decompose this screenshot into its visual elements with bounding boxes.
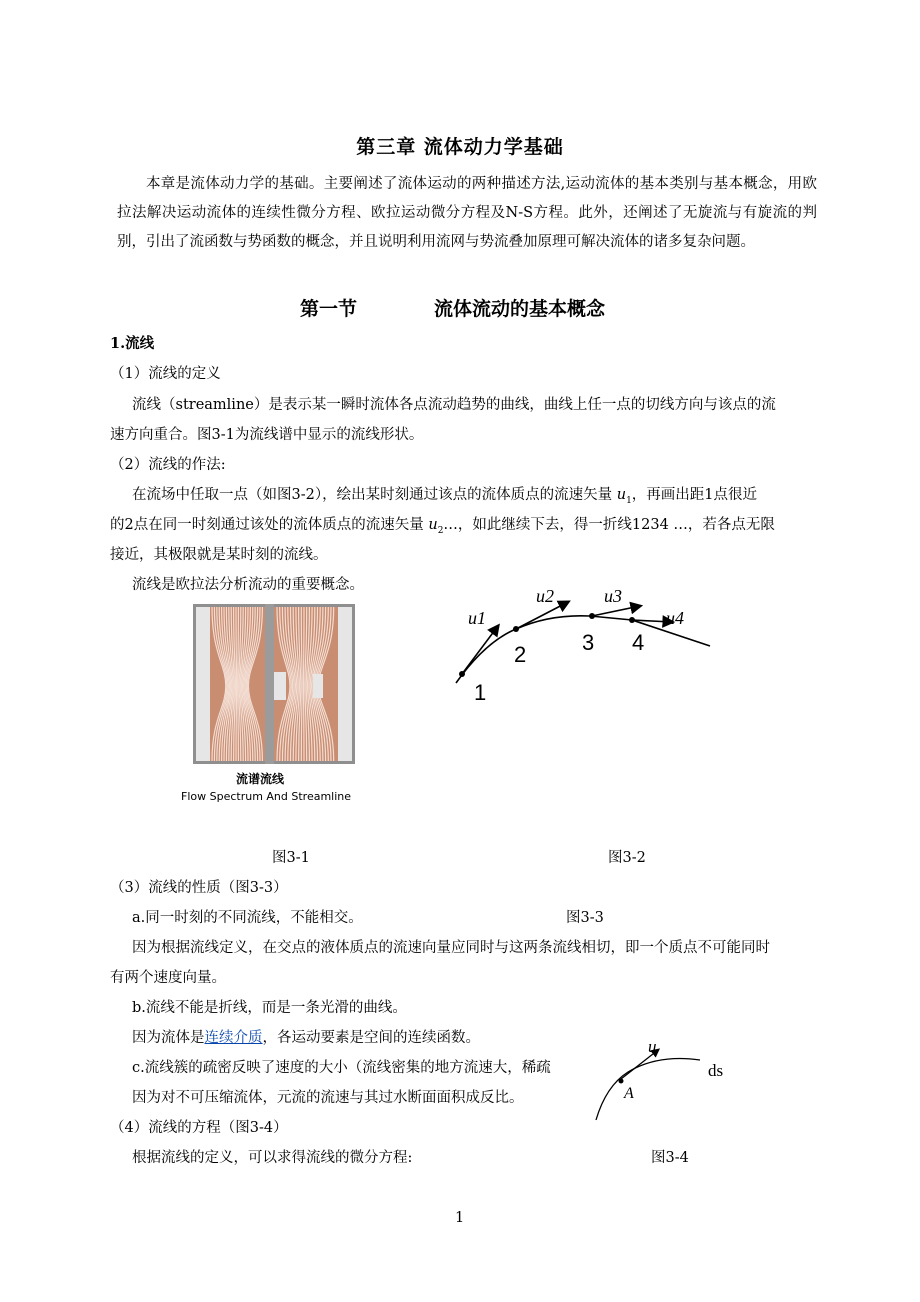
figure-3-2-label: 图3-2 (608, 850, 646, 866)
property-c: c.流线簇的疏密反映了速度的大小（流线密集的地方流速大，稀疏 (132, 1060, 551, 1076)
subsection-heading: 1.流线 (110, 335, 155, 352)
flow-spectrum-image (193, 604, 355, 764)
streamline-equation-diagram (588, 1036, 738, 1126)
property-b-reason: 因为流体是连续介质，各运动要素是空间的连续函数。 (132, 1030, 480, 1046)
right-channel-streamline (304, 607, 305, 761)
section-number: 第一节 (300, 298, 358, 320)
point-label-2: 2 (514, 642, 527, 667)
property-a: a.同一时刻的不同流线，不能相交。 (132, 910, 363, 926)
vector-label-u2: u2 (536, 586, 554, 606)
properties-heading: （3）流线的性质（图3-3） (110, 880, 288, 896)
page-number: 1 (455, 1210, 465, 1226)
point-label-3: 3 (582, 630, 595, 655)
property-c-reason: 因为对不可压缩流体，元流的流速与其过水断面面积成反比。 (132, 1090, 524, 1106)
left-channel-streamline (236, 607, 237, 761)
definition-line-1: 流线（streamline）是表示某一瞬时流体各点流动趋势的曲线，曲线上任一点的切线方向与该点的流 (132, 397, 776, 413)
property-b: b.流线不能是折线，而是一条光滑的曲线。 (132, 1000, 407, 1016)
definition-line-2: 速方向重合。图3-1为流线谱中显示的流线形状。 (110, 427, 424, 443)
vector-label-u4: u4 (666, 608, 684, 628)
point-label-4: 4 (632, 630, 645, 655)
fig4-u-label: u (648, 1037, 657, 1056)
fig4-ds-label: ds (708, 1061, 724, 1080)
figure-3-1-caption-cn: 流谱流线 (236, 772, 285, 786)
property-a-reason-2: 有两个速度向量。 (110, 970, 226, 986)
fig4-point-a-label: A (624, 1085, 634, 1102)
intro-paragraph: 本章是流体动力学的基础。主要阐述了流体运动的两种描述方法,运动流体的基本类别与基本概念，用欧拉法解决运动流体的连续性微分方程、欧拉运动微分方程及N-S方程。此外，还阐述了无旋流与有旋流的判别，引出了流函数与势函数的概念，并且说明利用流网与势流叠加原理可解决流体的诸多复杂问题。 (117, 176, 817, 250)
figure-3-4-label: 图3-4 (651, 1150, 689, 1166)
figure-3-1-label: 图3-1 (272, 850, 310, 866)
equation-text: 根据流线的定义，可以求得流线的微分方程: (132, 1150, 413, 1166)
continuous-medium-link[interactable]: 连续介质 (204, 1030, 263, 1046)
method-line-2: 的2点在同一时刻通过该处的流体质点的流速矢量 $u_2\dots$，如此继续下去，得一折线1234 …，若各点无限 (110, 517, 775, 536)
method-heading: （2）流线的作法: (110, 457, 226, 473)
figure-3-1-caption-en: Flow Spectrum And Streamline (181, 790, 352, 803)
chapter-title: 第三章 流体动力学基础 (356, 136, 564, 158)
equation-heading: （4）流线的方程（图3-4） (110, 1120, 288, 1136)
vector-label-u3: u3 (604, 586, 622, 606)
streamline-construction-diagram (440, 582, 720, 712)
point-label-1: 1 (474, 680, 487, 705)
euler-note: 流线是欧拉法分析流动的重要概念。 (132, 577, 364, 593)
figure-3-3-label: 图3-3 (566, 910, 604, 926)
property-a-reason-1: 因为根据流线定义，在交点的液体质点的流速向量应同时与这两条流线相切，即一个质点不可能同时 (132, 940, 770, 956)
definition-heading: （1）流线的定义 (110, 366, 221, 382)
vector-label-u1: u1 (468, 608, 486, 628)
method-line-1: 在流场中任取一点（如图3-2），绘出某时刻通过该点的流体质点的流速矢量 $u_1$，再画出距1点很近 (132, 487, 758, 506)
section-title: 流体流动的基本概念 (434, 298, 606, 320)
method-line-3: 接近，其极限就是某时刻的流线。 (110, 547, 328, 563)
